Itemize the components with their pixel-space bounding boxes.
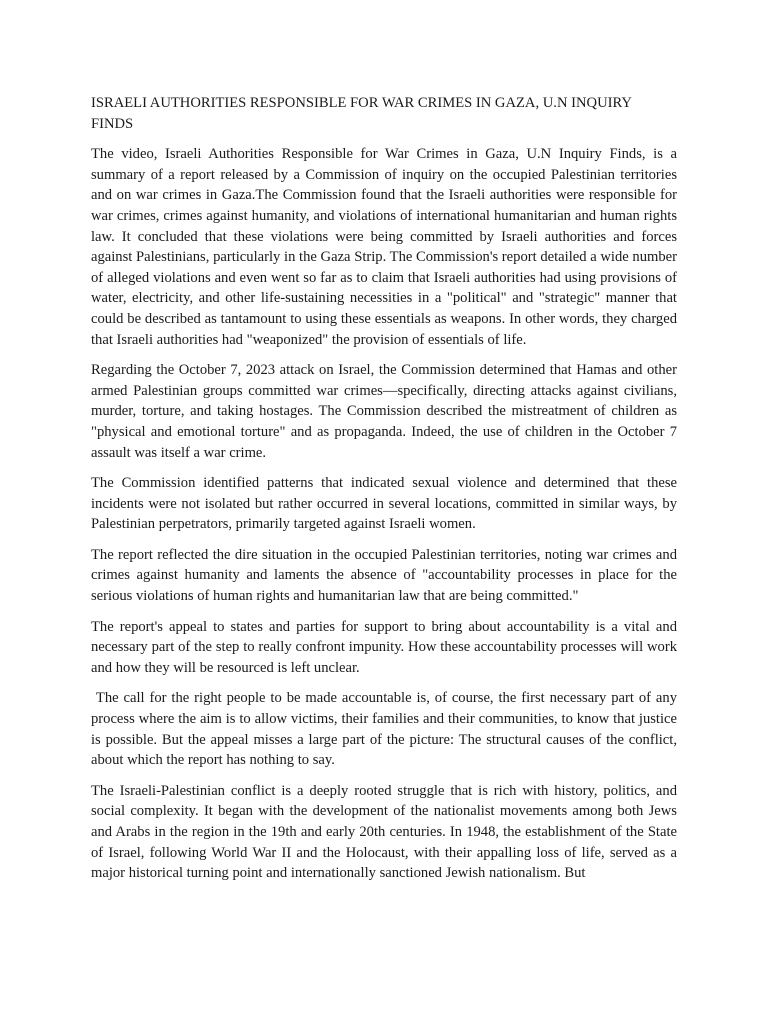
paragraph-4: The report reflected the dire situation in the occupied Palestinian territories, noting war crimes and crimes against humanity and laments the absence of "accountability processes in place for the serious violations of human rights and humanitarian law that are being committed." [91, 546, 681, 605]
document-title: ISRAELI AUTHORITIES RESPONSIBLE FOR WAR CRIMES IN GAZA, U.N INQUIRY FINDS [91, 95, 632, 132]
paragraph-3: The Commission identified patterns that indicated sexual violence and determined that these incidents were not isolated but rather occurred in several locations, committed in similar ways, by Palestinian perpetrators, primarily targeted against Israeli women. [91, 475, 681, 533]
paragraph-7: The Israeli-Palestinian conflict is a deeply rooted struggle that is rich with history, politics, and social complexity. It began with the development of the nationalist movements among both Jews and Arabs in the region in the 19th and early 20th centuries. In 1948, the establishment of the State of Israel, following World War II and the Holocaust, with their appalling loss of life, served as a major historical turning point and internationally sanctioned Jewish nationalism. But [91, 782, 681, 882]
paragraph-1: The video, Israeli Authorities Responsible for War Crimes in Gaza, U.N Inquiry Finds, is a summary of a report released by a Commission of inquiry on the occupied Palestinian territories and on war crimes in Gaza.The Commission found that the Israeli authorities were responsible for war crimes, crimes against humanity, and violations of international humanitarian and human rights law. It concluded that these violations were being committed by Israeli authorities and forces against Palestinians, particularly in the Gaza Strip. The Commission's report detailed a wide number of alleged violations and even went so far as to claim that Israeli authorities had using provisions of water, electricity, and other life-sustaining necessities in a "political" and "strategic" manner that could be described as tantamount to using these essentials as weapons. In other words, they charged that Israeli authorities had "weaponized" the provision of essentials of life. [91, 146, 681, 348]
paragraph-5: The report's appeal to states and parties for support to bring about accountability is a vital and necessary part of the step to really confront impunity. How these accountability processes will work and how they will be resourced is left unclear. [91, 618, 681, 676]
paragraph-6: The call for the right people to be made accountable is, of course, the first necessary part of any process where the aim is to allow victims, their families and their communities, to know that justice is possible. But the appeal misses a large part of the picture: The structural causes of the conflict, about which the report has nothing to say. [91, 690, 681, 769]
document-page [91, 93, 681, 894]
paragraph-2: Regarding the October 7, 2023 attack on Israel, the Commission determined that Hamas and other armed Palestinian groups committed war crimes—specifically, directing attacks against civilians, murder, torture, and taking hostages. The Commission described the mistreatment of children as "physical and emotional torture" and as propaganda. Indeed, the use of children in the October 7 assault was itself a war crime. [91, 362, 681, 461]
